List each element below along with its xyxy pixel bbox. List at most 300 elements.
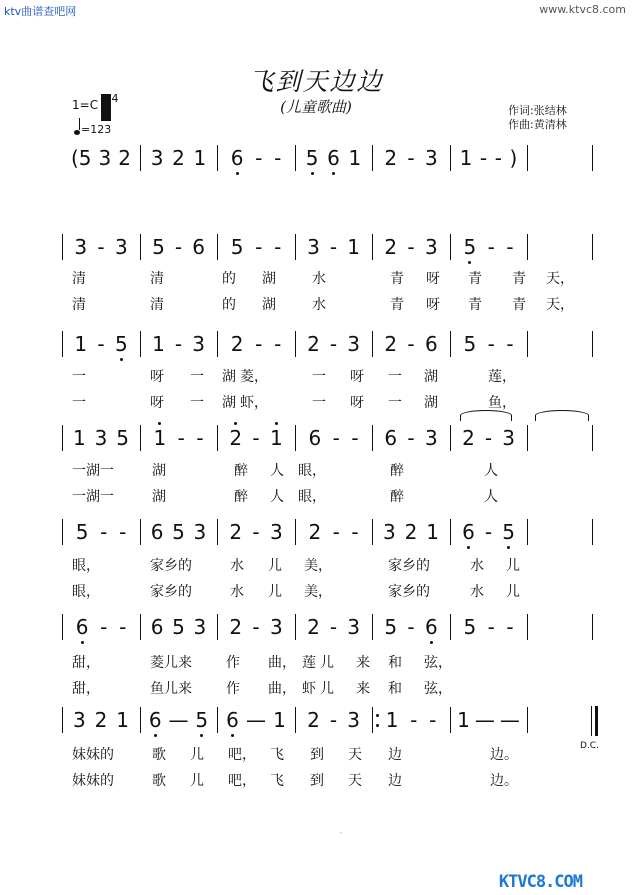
lyric-word: 妹妹的 — [72, 747, 114, 763]
measure — [452, 614, 525, 640]
barline — [372, 234, 373, 260]
lyric-word: 湖 — [424, 395, 438, 411]
lyric-line — [72, 744, 592, 764]
note: 3 — [269, 520, 283, 544]
note: 5 — [502, 520, 515, 544]
note: 1 — [385, 708, 399, 732]
barline — [527, 425, 528, 451]
note: 3 — [150, 146, 164, 170]
note: - — [255, 146, 263, 170]
barline — [527, 707, 528, 733]
lyric-line — [72, 581, 592, 601]
note: - — [196, 426, 204, 450]
measure — [297, 425, 370, 451]
composer-credit: 作曲:黄清林 — [508, 118, 567, 131]
barline — [62, 519, 63, 545]
measure — [64, 234, 138, 260]
note: 6 — [192, 235, 205, 259]
lyric-word: 妹妹的 — [72, 773, 114, 789]
measure — [452, 425, 525, 451]
lyric-line — [72, 460, 592, 480]
barline — [450, 145, 451, 171]
note: - — [487, 615, 495, 639]
barline — [592, 614, 593, 640]
note: 1 — [426, 520, 440, 544]
barline — [372, 425, 373, 451]
note: 5 — [463, 235, 477, 259]
lyric-word: 弦， — [424, 655, 452, 671]
lyric-word: 人 — [270, 489, 284, 505]
barline — [527, 234, 528, 260]
note: - — [255, 235, 263, 259]
measure — [219, 331, 293, 357]
lyric-word: 美， — [304, 558, 332, 574]
barline — [217, 614, 218, 640]
lyric-word: 弦， — [424, 681, 452, 697]
lyric-word: 清 — [72, 297, 86, 313]
note: 6 — [462, 520, 475, 544]
lyric-word: 湖 — [262, 271, 276, 287]
watermark-site-name: ktv曲谱查吧网 — [4, 5, 77, 18]
note: - — [255, 332, 263, 356]
note: - — [351, 426, 359, 450]
barline — [527, 519, 528, 545]
barline — [372, 614, 373, 640]
note: - — [487, 235, 495, 259]
note: 6 — [327, 146, 340, 170]
barline — [217, 145, 218, 171]
note: 3 — [193, 520, 207, 544]
note: 3 — [347, 615, 360, 639]
score-row — [62, 519, 602, 545]
barline — [295, 614, 296, 640]
note: - — [332, 426, 340, 450]
note: - — [506, 615, 514, 639]
barline — [372, 331, 373, 357]
note: 3 — [74, 235, 88, 259]
note: 6 — [308, 426, 322, 450]
measure — [142, 425, 215, 451]
lyric-word: 青 — [512, 297, 526, 313]
lyric-word: 水 — [312, 297, 326, 313]
barline — [140, 614, 141, 640]
lyric-word: 青 — [468, 297, 482, 313]
lyric-line — [72, 770, 592, 790]
lyric-word: 莲， — [488, 369, 516, 385]
note: 2 — [307, 332, 320, 356]
barline — [295, 145, 296, 171]
note: 5 — [172, 615, 185, 639]
barline — [372, 707, 373, 733]
measure — [374, 519, 448, 545]
lyric-word: 的 — [222, 271, 236, 287]
measure — [452, 707, 525, 733]
note: 3 — [347, 708, 360, 732]
measure — [142, 234, 215, 260]
note: 5 — [75, 520, 89, 544]
barline — [295, 331, 296, 357]
note: - — [487, 332, 495, 356]
measure — [452, 331, 525, 357]
note: 3 — [98, 146, 112, 170]
lyric-word: 醉 — [390, 463, 404, 479]
barline — [217, 707, 218, 733]
measure — [219, 145, 293, 171]
barline — [450, 331, 451, 357]
note: 1 — [152, 332, 165, 356]
score-row — [62, 331, 602, 357]
note: 3 — [424, 426, 438, 450]
barline — [527, 145, 528, 171]
lyric-word: 虾 — [302, 681, 316, 697]
lyric-word: 天 — [348, 773, 362, 789]
note: - — [252, 520, 260, 544]
lyric-word: 和 — [388, 681, 402, 697]
note: — — [245, 708, 266, 732]
note: 5 — [230, 235, 244, 259]
time-signature-line — [101, 94, 111, 121]
lyric-word: 眼， — [72, 558, 100, 574]
barline — [140, 519, 141, 545]
final-barline-thick — [595, 706, 598, 736]
barline — [217, 331, 218, 357]
measure — [64, 145, 138, 171]
note: 5 — [114, 332, 128, 356]
note: 2 — [384, 235, 398, 259]
measure — [374, 614, 448, 640]
note: 5 — [116, 426, 130, 450]
barline — [62, 614, 63, 640]
lyric-word: 儿 — [320, 655, 334, 671]
note: 6 — [424, 615, 438, 639]
time-signature — [101, 93, 119, 105]
note: 2 — [307, 615, 320, 639]
measure — [142, 707, 215, 733]
note: 1 — [74, 332, 88, 356]
note: 2 — [229, 615, 243, 639]
note: 1 — [193, 146, 207, 170]
note: - — [274, 146, 282, 170]
lyric-word: 一 — [190, 395, 204, 411]
lyric-word: 青 — [390, 297, 404, 313]
tempo-marking — [74, 121, 111, 136]
lyric-word: 醉 — [234, 463, 248, 479]
time-signature-bottom: 4 — [111, 92, 119, 105]
lyric-word: 醉 — [234, 489, 248, 505]
lyric-word: 青 — [468, 271, 482, 287]
note: 6 — [150, 520, 164, 544]
note: 1 — [116, 708, 130, 732]
barline — [527, 331, 528, 357]
note: 1 — [273, 708, 286, 732]
measure — [64, 614, 138, 640]
note: 2 — [384, 146, 398, 170]
lyric-word: 来 — [356, 655, 370, 671]
lyric-word: 儿 — [268, 584, 282, 600]
lyricist-credit: 作词:张结林 — [508, 104, 567, 117]
lyric-word: 和 — [388, 655, 402, 671]
note: - — [407, 146, 415, 170]
score-row — [62, 145, 602, 171]
lyric-word: 一湖一 — [72, 489, 114, 505]
note: 5 — [172, 520, 185, 544]
lyric-word: 眼， — [298, 463, 326, 479]
note: 1 — [348, 146, 362, 170]
note: 1 — [459, 146, 473, 170]
lyric-word: 边。 — [490, 773, 518, 789]
note: - — [429, 708, 437, 732]
lyric-word: 曲， — [268, 681, 296, 697]
lyric-word: 边 — [388, 773, 402, 789]
note: 3 — [347, 332, 360, 356]
barline — [592, 331, 593, 357]
lyric-word: 湖 — [222, 369, 236, 385]
barline — [592, 145, 593, 171]
note: - — [97, 235, 105, 259]
note: - — [252, 615, 260, 639]
barline — [140, 707, 141, 733]
note: 3 — [424, 146, 438, 170]
note: - — [174, 235, 183, 259]
lyric-word: 边。 — [490, 747, 518, 763]
note: - — [407, 332, 415, 356]
lyric-word: 湖 — [222, 395, 236, 411]
lyric-word: 儿 — [506, 558, 520, 574]
note: - — [100, 520, 108, 544]
barline — [295, 707, 296, 733]
barline — [450, 614, 451, 640]
note: 2 — [230, 332, 244, 356]
note: 5 — [384, 615, 398, 639]
note: 3 — [94, 426, 108, 450]
lyric-word: 清 — [150, 297, 164, 313]
score-row — [62, 425, 602, 451]
note: 3 — [502, 426, 515, 450]
note: - — [332, 520, 340, 544]
final-barline-thin — [591, 706, 592, 736]
lyric-word: 水 — [312, 271, 326, 287]
barline — [140, 145, 141, 171]
lyric-line — [72, 486, 592, 506]
barline — [450, 707, 451, 733]
lyric-word: 一 — [72, 395, 86, 411]
lyric-word: 鱼， — [488, 395, 516, 411]
da-capo-marking: D.C. — [580, 741, 599, 751]
lyric-word: 水 — [470, 558, 484, 574]
note: - — [484, 520, 493, 544]
measure — [219, 519, 293, 545]
lyric-word: 飞 — [270, 747, 284, 763]
lyric-word: 边 — [388, 747, 402, 763]
barline — [450, 519, 451, 545]
measure — [219, 707, 293, 733]
lyric-line — [72, 366, 592, 386]
lyric-word: 人 — [484, 463, 498, 479]
lyric-word: 家乡的 — [388, 558, 430, 574]
watermark-logo: KTVC8.COM — [498, 872, 582, 892]
key-signature: 1=C — [72, 98, 99, 112]
lyric-word: 呀 — [426, 271, 440, 287]
measure — [297, 707, 370, 733]
lyric-word: 眼， — [72, 584, 100, 600]
measure — [374, 234, 448, 260]
note: 6 — [230, 146, 244, 170]
note: — — [474, 708, 495, 732]
measure — [142, 145, 215, 171]
measure — [219, 234, 293, 260]
lyric-word: 菱儿来 — [150, 655, 192, 671]
lyric-word: 湖 — [152, 463, 166, 479]
lyric-word: 天， — [546, 297, 574, 313]
note: 2 — [118, 146, 131, 170]
measure — [142, 614, 215, 640]
barline — [217, 519, 218, 545]
barline — [62, 707, 63, 733]
lyric-word: 青 — [512, 271, 526, 287]
measure — [219, 614, 293, 640]
note: 5 — [195, 708, 209, 732]
lyric-line — [72, 678, 592, 698]
barline — [140, 331, 141, 357]
note: - — [97, 332, 105, 356]
lyric-word: 美， — [304, 584, 332, 600]
lyric-line — [72, 652, 592, 672]
lyric-word: 家乡的 — [388, 584, 430, 600]
lyric-word: 儿 — [506, 584, 520, 600]
note: - — [119, 615, 127, 639]
note: 2 — [172, 146, 185, 170]
note: (5 — [71, 146, 92, 170]
note: - — [252, 426, 260, 450]
note: - — [351, 520, 359, 544]
repeat-dots — [376, 712, 379, 730]
note: 2 — [307, 708, 320, 732]
lyric-word: 水 — [230, 584, 244, 600]
note: - — [329, 615, 338, 639]
measure — [374, 425, 448, 451]
lyric-word: 天， — [546, 271, 574, 287]
barline — [295, 519, 296, 545]
lyric-word: 呀 — [350, 395, 364, 411]
measure — [297, 519, 370, 545]
tempo-value: =123 — [81, 123, 112, 136]
note: — — [168, 708, 189, 732]
page-mark: , — [340, 828, 342, 835]
lyric-word: 水 — [230, 558, 244, 574]
lyric-word: 呀 — [150, 395, 164, 411]
score-row — [62, 234, 602, 260]
note: 2 — [384, 332, 398, 356]
barline — [140, 234, 141, 260]
barline — [295, 234, 296, 260]
measure — [64, 331, 138, 357]
note: 6 — [424, 332, 438, 356]
note: - — [484, 426, 493, 450]
note: 3 — [382, 520, 396, 544]
quarter-note-icon — [74, 130, 80, 135]
lyric-line — [72, 555, 592, 575]
lyric-word: 到 — [310, 773, 324, 789]
watermark-url: www.ktvc8.com — [539, 3, 626, 16]
lyric-word: 一 — [190, 369, 204, 385]
lyric-word: 莲 — [302, 655, 316, 671]
note: 2 — [404, 520, 418, 544]
barline — [62, 331, 63, 357]
barline — [372, 145, 373, 171]
measure — [297, 331, 370, 357]
measure — [219, 425, 293, 451]
barline — [592, 234, 593, 260]
note: - — [407, 235, 415, 259]
measure — [64, 707, 138, 733]
lyric-word: 作 — [226, 655, 240, 671]
measure — [142, 519, 215, 545]
note: - — [410, 708, 418, 732]
lyric-word: 人 — [270, 463, 284, 479]
lyric-word: 湖 — [424, 369, 438, 385]
note: 2 — [462, 426, 475, 450]
note: - — [407, 615, 415, 639]
note: - — [100, 615, 108, 639]
note: 2 — [94, 708, 108, 732]
barline — [295, 425, 296, 451]
note: 6 — [75, 615, 89, 639]
note: 5 — [463, 332, 477, 356]
score-row — [62, 614, 602, 640]
lyric-word: 呀 — [150, 369, 164, 385]
note: — — [499, 708, 520, 732]
lyric-word: 湖 — [262, 297, 276, 313]
lyric-word: 歌 — [152, 773, 166, 789]
note: 3 — [269, 615, 283, 639]
lyric-word: 吧， — [228, 773, 256, 789]
measure — [64, 425, 138, 451]
barline — [592, 425, 593, 451]
measure — [64, 519, 138, 545]
lyric-word: 一 — [388, 395, 402, 411]
score-row — [62, 707, 602, 733]
note: - — [274, 332, 282, 356]
lyric-word: 甜， — [72, 655, 100, 671]
note: ) — [509, 146, 518, 170]
barline — [372, 519, 373, 545]
lyric-word: 一湖一 — [72, 463, 114, 479]
lyric-word: 一 — [312, 395, 326, 411]
measure — [142, 331, 215, 357]
note: - — [119, 520, 127, 544]
lyric-word: 一 — [388, 369, 402, 385]
lyric-word: 儿 — [190, 747, 204, 763]
measure — [374, 707, 448, 733]
note: 1 — [347, 235, 360, 259]
lyric-word: 清 — [150, 271, 164, 287]
note: 3 — [72, 708, 86, 732]
lyric-line — [72, 294, 592, 314]
note: 3 — [307, 235, 320, 259]
barline — [140, 425, 141, 451]
lyric-line — [72, 268, 592, 288]
lyric-word: 天 — [348, 747, 362, 763]
lyric-word: 呀 — [350, 369, 364, 385]
note: - — [329, 332, 338, 356]
note: 2 — [229, 426, 243, 450]
lyric-word: 鱼儿来 — [150, 681, 192, 697]
lyric-word: 青 — [390, 271, 404, 287]
lyric-word: 水 — [470, 584, 484, 600]
note: 6 — [150, 615, 164, 639]
lyric-word: 作 — [226, 681, 240, 697]
note: 3 — [193, 615, 207, 639]
